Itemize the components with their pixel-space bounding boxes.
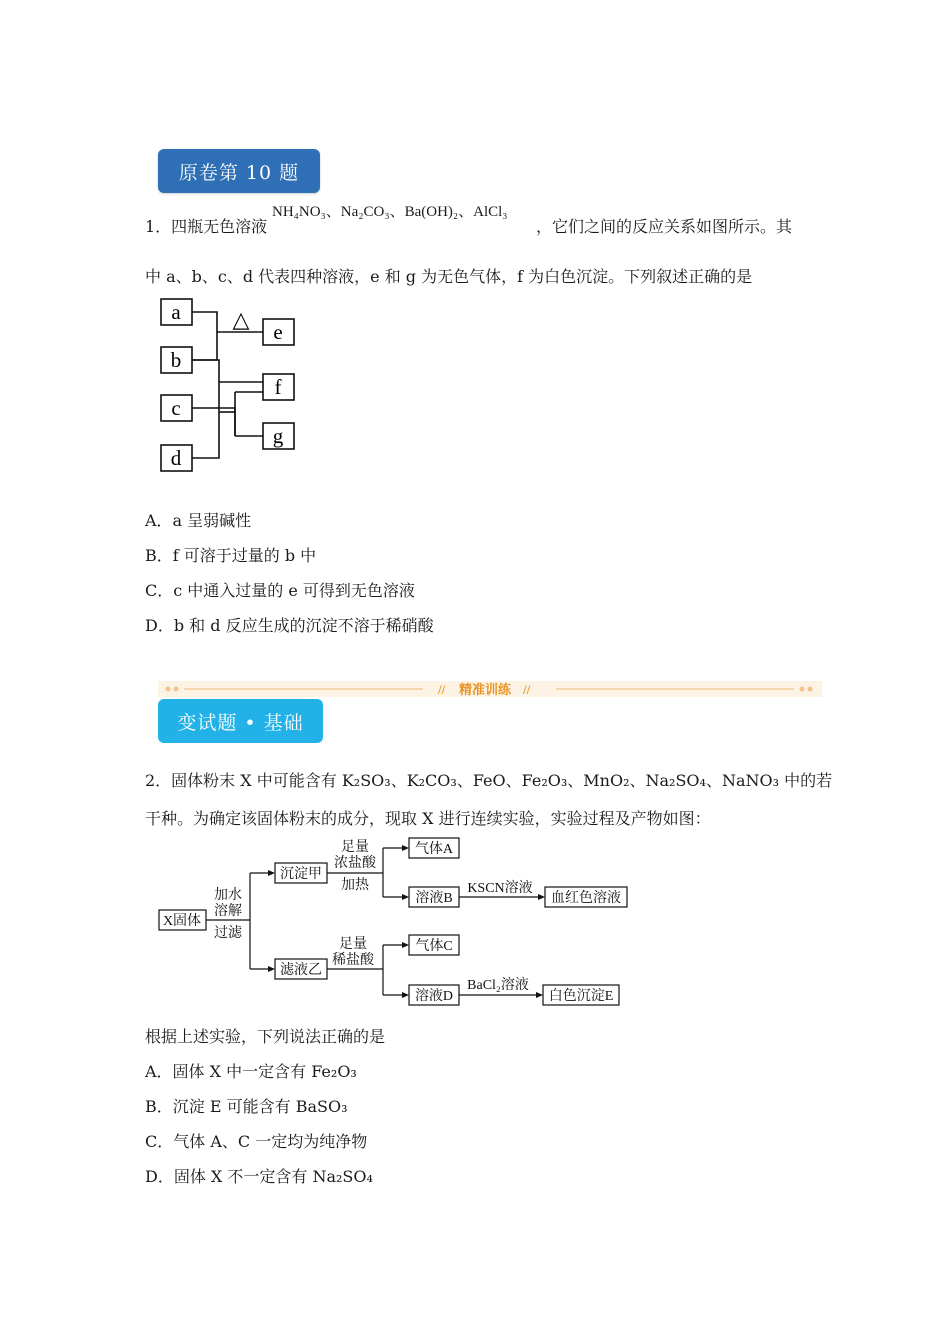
reagent-b-label: KSCN溶液 (467, 881, 533, 896)
q1-option-d: D．b 和 d 反应生成的沉淀不溶于稀硝酸 (145, 616, 434, 635)
node-d-label: d (170, 446, 182, 470)
original-question-badge-label: 原卷第 10 题 (178, 161, 300, 184)
result-b-label: 血红色溶液 (551, 891, 621, 906)
gas-a-label: 气体A (414, 842, 454, 857)
q2-question: 根据上述实验，下列说法正确的是 (145, 1027, 386, 1046)
q1-option-c: C．c 中通入过量的 e 可得到无色溶液 (145, 581, 415, 600)
cond-top-3: 加热 (341, 878, 369, 893)
step-dissolve-label: 溶解 (214, 904, 242, 919)
q1-stem-start: 1．四瓶无色溶液 (145, 217, 268, 236)
variant-question-badge-label: 变试题 • 基础 (177, 711, 304, 734)
cond-top-2: 浓盐酸 (334, 856, 376, 871)
q1-formula: NH₄NO₃、Na₂CO₃、Ba(OH)₂、AlCl₃ (272, 204, 508, 220)
q2-option-d: D．固体 X 不一定含有 Na₂SO₄ (145, 1167, 373, 1186)
node-a-label: a (171, 300, 181, 324)
original-question-badge (158, 149, 320, 193)
step-water-label: 加水 (214, 888, 242, 903)
filtrate-label: 滤液乙 (280, 963, 322, 978)
node-b-label: b (170, 348, 182, 372)
result-d-label: 白色沉淀E (548, 989, 614, 1004)
cond-top-1: 足量 (341, 840, 369, 855)
q2-option-a: A．固体 X 中一定含有 Fe₂O₃ (145, 1062, 357, 1081)
step-filter-label: 过滤 (214, 926, 242, 941)
q2-option-b: B．沉淀 E 可能含有 BaSO₃ (145, 1097, 348, 1116)
q1-option-a: A．a 呈弱碱性 (145, 511, 252, 530)
variant-question-badge (158, 699, 323, 743)
node-c-label: c (171, 396, 181, 420)
experiment-flowchart (155, 835, 635, 1010)
gas-c-label: 气体C (415, 939, 453, 954)
cond-bot-1: 足量 (339, 937, 367, 952)
svg-text://: // (438, 682, 446, 697)
x-solid-label: X固体 (162, 914, 202, 929)
node-f-label: f (274, 375, 282, 399)
sol-b-label: 溶液B (415, 891, 453, 906)
sol-d-label: 溶液D (414, 989, 454, 1004)
precip-label: 沉淀甲 (280, 867, 322, 882)
reagent-d-label: BaCl₂溶液 (467, 978, 529, 993)
cond-bot-2: 稀盐酸 (332, 953, 374, 968)
q1-stem-line2: 中 a、b、c、d 代表四种溶液，e 和 g 为无色气体，f 为白色沉淀。下列叙述正确的是 (145, 267, 753, 286)
reaction-diagram (155, 292, 305, 478)
svg-text://: // (523, 682, 531, 697)
q2-stem-line1: 2．固体粉末 X 中可能含有 K₂SO₃、K₂CO₃、FeO、Fe₂O₃、MnO₂、Na₂SO₄、NaNO₃ 中的若 (145, 771, 833, 790)
node-g-label: g (272, 424, 284, 448)
q1-option-b: B．f 可溶于过量的 b 中 (145, 546, 317, 565)
q2-option-c: C．气体 A、C 一定均为纯净物 (145, 1132, 368, 1151)
training-divider-label: 精准训练 (459, 683, 512, 698)
q2-stem-line2: 干种。为确定该固体粉末的成分，现取 X 进行连续实验，实验过程及产物如图： (145, 809, 711, 828)
heat-symbol: △ (232, 307, 250, 332)
node-e-label: e (273, 320, 283, 344)
q1-stem-end: ，它们之间的反应关系如图所示。其 (536, 217, 793, 236)
